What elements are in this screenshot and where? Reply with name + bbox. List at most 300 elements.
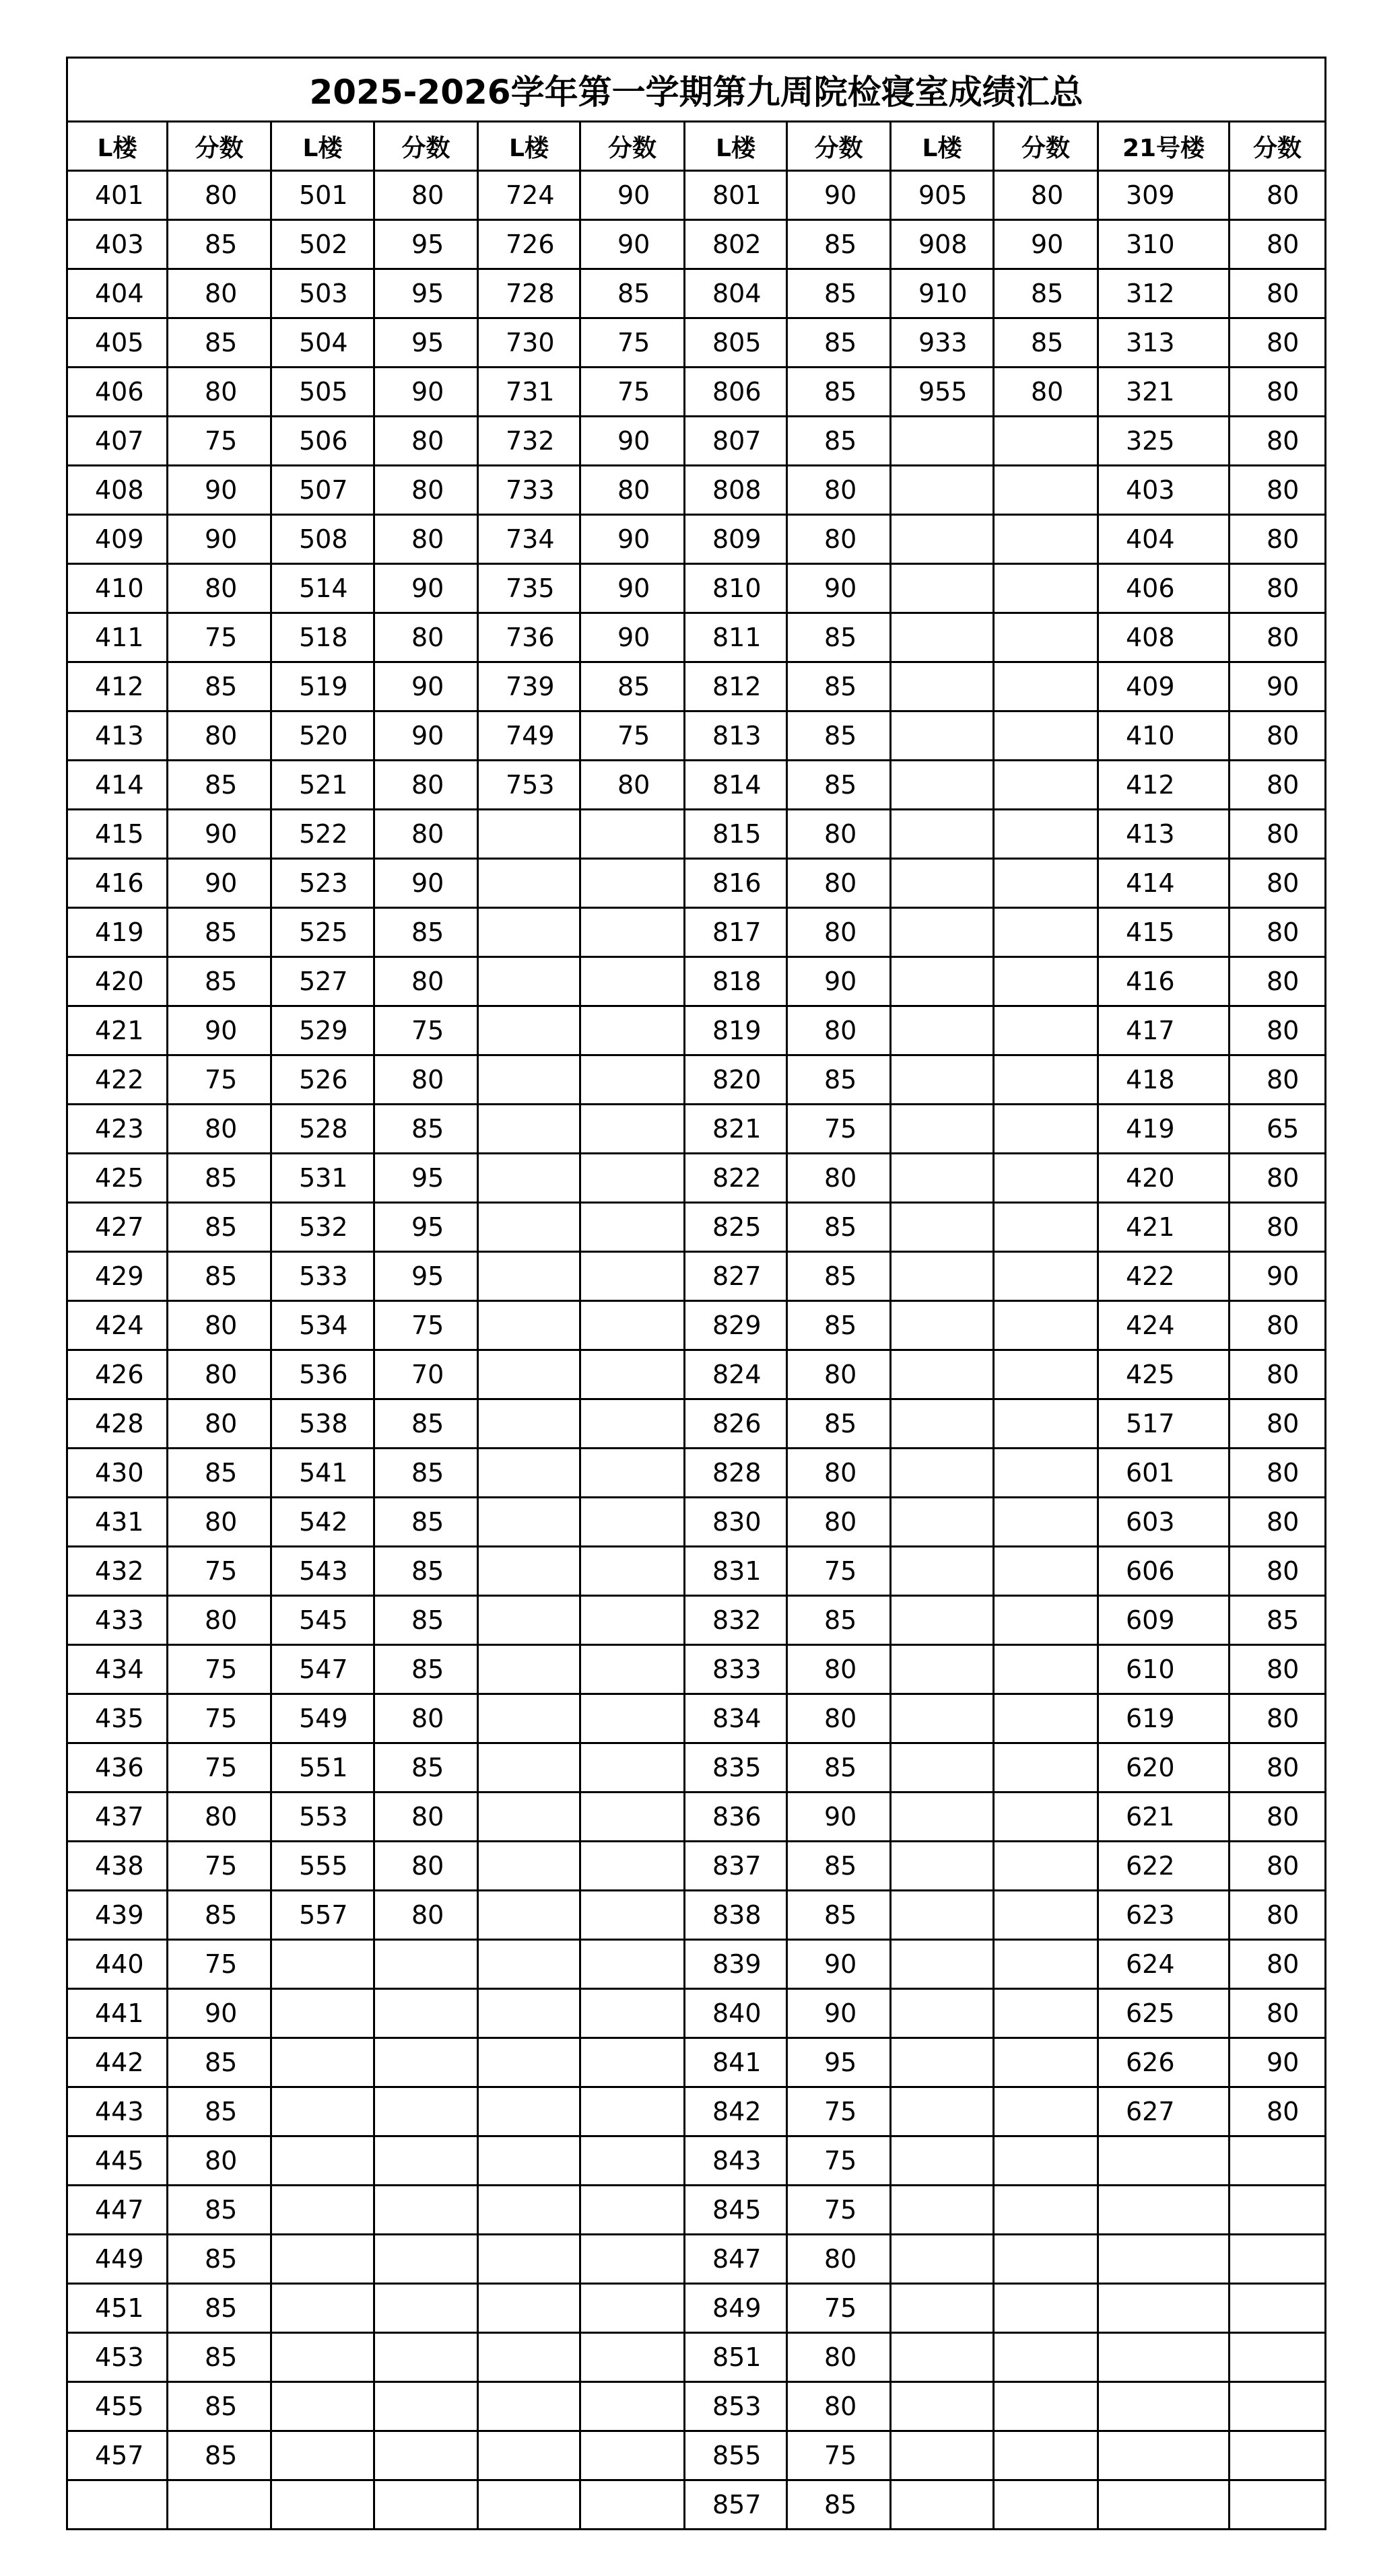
score-cell: 80	[168, 1596, 271, 1645]
score-cell: 75	[374, 1006, 478, 1055]
score-cell: 85	[787, 1842, 891, 1891]
score-cell: 85	[374, 1498, 478, 1547]
score-cell: 85	[787, 269, 891, 318]
room-number-cell: 415	[67, 810, 168, 859]
room-number-cell: 733	[478, 466, 580, 515]
room-number-cell: 538	[271, 1399, 374, 1449]
score-cell: 80	[1230, 318, 1326, 368]
room-number-cell: 726	[478, 220, 580, 269]
score-cell	[994, 2480, 1098, 2530]
room-number-cell: 414	[67, 761, 168, 810]
score-cell	[994, 1743, 1098, 1792]
room-number-cell	[891, 1940, 994, 1989]
score-cell: 80	[787, 1154, 891, 1203]
table-row	[67, 1792, 1326, 1842]
room-number-cell: 503	[271, 269, 374, 318]
room-number-cell: 517	[1098, 1399, 1230, 1449]
room-number-cell	[478, 1989, 580, 2038]
room-number-cell: 447	[67, 2186, 168, 2235]
room-number-cell	[271, 1940, 374, 1989]
room-number-cell: 501	[271, 171, 374, 220]
room-number-cell: 910	[891, 269, 994, 318]
room-number-cell	[1098, 2284, 1230, 2333]
room-number-cell: 534	[271, 1301, 374, 1350]
score-cell: 80	[787, 1694, 891, 1743]
score-cell: 90	[168, 810, 271, 859]
score-cell: 95	[374, 1203, 478, 1252]
score-cell: 95	[374, 220, 478, 269]
table-row	[67, 466, 1326, 515]
room-number-cell: 606	[1098, 1547, 1230, 1596]
column-header: L楼	[67, 122, 168, 171]
score-cell: 85	[580, 269, 685, 318]
table-row	[67, 957, 1326, 1006]
table-row	[67, 711, 1326, 761]
room-number-cell: 425	[67, 1154, 168, 1203]
room-number-cell	[891, 2480, 994, 2530]
score-cell: 75	[787, 1547, 891, 1596]
room-number-cell: 325	[1098, 417, 1230, 466]
score-cell: 80	[168, 711, 271, 761]
room-number-cell: 409	[67, 515, 168, 564]
score-cell: 80	[787, 1449, 891, 1498]
room-number-cell	[478, 859, 580, 908]
room-number-cell	[478, 1399, 580, 1449]
room-number-cell: 734	[478, 515, 580, 564]
room-number-cell: 830	[685, 1498, 787, 1547]
score-cell: 80	[1230, 368, 1326, 417]
score-cell	[580, 2382, 685, 2431]
score-cell: 80	[787, 859, 891, 908]
room-number-cell: 404	[1098, 515, 1230, 564]
room-number-cell: 851	[685, 2333, 787, 2382]
room-number-cell	[1098, 2382, 1230, 2431]
room-number-cell	[1098, 2136, 1230, 2186]
room-number-cell	[891, 810, 994, 859]
room-number-cell	[891, 1006, 994, 1055]
room-number-cell: 414	[1098, 859, 1230, 908]
score-cell: 80	[168, 1350, 271, 1399]
room-number-cell: 749	[478, 711, 580, 761]
score-cell: 80	[374, 1891, 478, 1940]
score-cell	[994, 1842, 1098, 1891]
room-number-cell: 439	[67, 1891, 168, 1940]
score-cell	[580, 957, 685, 1006]
room-number-cell: 829	[685, 1301, 787, 1350]
score-cell: 80	[787, 1350, 891, 1399]
room-number-cell: 442	[67, 2038, 168, 2087]
score-cell	[580, 2333, 685, 2382]
room-number-cell: 519	[271, 662, 374, 711]
score-cell: 80	[168, 2136, 271, 2186]
score-cell	[994, 859, 1098, 908]
column-header: L楼	[685, 122, 787, 171]
room-number-cell	[478, 2480, 580, 2530]
room-number-cell: 807	[685, 417, 787, 466]
score-cell	[994, 1006, 1098, 1055]
score-cell: 80	[1230, 417, 1326, 466]
room-number-cell: 401	[67, 171, 168, 220]
room-number-cell: 430	[67, 1449, 168, 1498]
room-number-cell	[478, 1055, 580, 1105]
room-number-cell	[891, 1055, 994, 1105]
room-number-cell	[891, 2431, 994, 2480]
score-cell: 90	[374, 859, 478, 908]
room-number-cell: 541	[271, 1449, 374, 1498]
score-cell: 75	[787, 2136, 891, 2186]
score-cell	[580, 2038, 685, 2087]
room-number-cell: 627	[1098, 2087, 1230, 2136]
score-cell: 85	[787, 1055, 891, 1105]
table-row	[67, 1399, 1326, 1449]
score-cell: 85	[168, 318, 271, 368]
table-row	[67, 1154, 1326, 1203]
room-number-cell: 817	[685, 908, 787, 957]
room-number-cell: 508	[271, 515, 374, 564]
score-cell	[994, 2235, 1098, 2284]
score-cell: 85	[787, 613, 891, 662]
room-number-cell: 808	[685, 466, 787, 515]
score-cell	[580, 1645, 685, 1694]
room-number-cell	[891, 662, 994, 711]
score-cell: 85	[374, 1399, 478, 1449]
room-number-cell	[891, 1399, 994, 1449]
score-cell: 85	[787, 318, 891, 368]
score-cell	[994, 711, 1098, 761]
score-cell: 85	[168, 220, 271, 269]
room-number-cell: 818	[685, 957, 787, 1006]
room-number-cell: 801	[685, 171, 787, 220]
score-cell: 75	[580, 368, 685, 417]
room-number-cell	[478, 1449, 580, 1498]
room-number-cell	[891, 761, 994, 810]
score-cell	[580, 2431, 685, 2480]
room-number-cell: 621	[1098, 1792, 1230, 1842]
room-number-cell: 855	[685, 2431, 787, 2480]
score-cell: 80	[168, 1792, 271, 1842]
score-cell	[580, 2480, 685, 2530]
score-cell: 85	[168, 662, 271, 711]
room-number-cell: 321	[1098, 368, 1230, 417]
score-cell: 80	[374, 417, 478, 466]
room-number-cell: 822	[685, 1154, 787, 1203]
score-cell	[580, 1350, 685, 1399]
score-cell: 80	[787, 515, 891, 564]
room-number-cell	[478, 1596, 580, 1645]
room-number-cell	[478, 908, 580, 957]
score-cell: 85	[787, 2480, 891, 2530]
room-number-cell	[271, 2038, 374, 2087]
room-number-cell	[478, 1006, 580, 1055]
score-cell	[994, 2333, 1098, 2382]
score-cell: 80	[168, 171, 271, 220]
score-cell: 80	[1230, 1842, 1326, 1891]
score-cell: 75	[787, 1105, 891, 1154]
score-cell: 95	[374, 1154, 478, 1203]
score-cell	[374, 2431, 478, 2480]
room-number-cell	[271, 2087, 374, 2136]
header-row	[67, 122, 1326, 171]
score-cell: 75	[168, 1842, 271, 1891]
score-cell	[994, 466, 1098, 515]
score-cell: 80	[1230, 515, 1326, 564]
room-number-cell: 813	[685, 711, 787, 761]
score-cell	[580, 1596, 685, 1645]
score-cell	[580, 2136, 685, 2186]
table-row	[67, 564, 1326, 613]
score-cell: 85	[168, 957, 271, 1006]
score-cell	[994, 1547, 1098, 1596]
score-cell	[994, 2136, 1098, 2186]
room-number-cell: 406	[1098, 564, 1230, 613]
score-cell: 80	[1230, 171, 1326, 220]
room-number-cell: 841	[685, 2038, 787, 2087]
score-cell: 85	[168, 1154, 271, 1203]
column-header: 分数	[994, 122, 1098, 171]
score-cell: 85	[168, 1203, 271, 1252]
score-cell: 80	[374, 761, 478, 810]
room-number-cell: 411	[67, 613, 168, 662]
score-cell: 80	[1230, 1350, 1326, 1399]
room-number-cell: 824	[685, 1350, 787, 1399]
room-number-cell: 457	[67, 2431, 168, 2480]
table-row	[67, 2382, 1326, 2431]
room-number-cell: 603	[1098, 1498, 1230, 1547]
room-number-cell	[478, 2284, 580, 2333]
room-number-cell	[891, 957, 994, 1006]
room-number-cell: 455	[67, 2382, 168, 2431]
score-cell	[580, 1154, 685, 1203]
score-cell: 80	[787, 810, 891, 859]
score-cell	[580, 2087, 685, 2136]
score-cell: 80	[1230, 269, 1326, 318]
score-cell	[994, 1449, 1098, 1498]
room-number-cell: 404	[67, 269, 168, 318]
room-number-cell	[891, 2235, 994, 2284]
room-number-cell: 426	[67, 1350, 168, 1399]
room-number-cell: 441	[67, 1989, 168, 2038]
room-number-cell	[891, 2333, 994, 2382]
score-cell: 90	[580, 417, 685, 466]
score-cell: 85	[787, 1203, 891, 1252]
room-number-cell: 835	[685, 1743, 787, 1792]
column-header: L楼	[271, 122, 374, 171]
score-cell: 75	[787, 2431, 891, 2480]
score-cell: 90	[1230, 2038, 1326, 2087]
score-cell	[994, 1252, 1098, 1301]
table-row	[67, 220, 1326, 269]
room-number-cell: 433	[67, 1596, 168, 1645]
table-row	[67, 1547, 1326, 1596]
score-cell: 90	[374, 711, 478, 761]
table-row	[67, 1449, 1326, 1498]
table-row	[67, 1891, 1326, 1940]
room-number-cell: 435	[67, 1694, 168, 1743]
score-cell: 85	[168, 908, 271, 957]
score-cell: 90	[168, 1989, 271, 2038]
score-cell	[994, 564, 1098, 613]
score-cell	[580, 1940, 685, 1989]
room-number-cell: 806	[685, 368, 787, 417]
score-cell: 90	[787, 171, 891, 220]
score-cell	[580, 1399, 685, 1449]
room-number-cell: 805	[685, 318, 787, 368]
table-row	[67, 1055, 1326, 1105]
table-row	[67, 2284, 1326, 2333]
room-number-cell: 810	[685, 564, 787, 613]
room-number-cell	[891, 2382, 994, 2431]
room-number-cell: 520	[271, 711, 374, 761]
room-number-cell	[478, 1105, 580, 1154]
score-cell	[994, 662, 1098, 711]
room-number-cell: 412	[1098, 761, 1230, 810]
room-number-cell: 905	[891, 171, 994, 220]
score-cell: 75	[168, 613, 271, 662]
score-cell	[994, 1940, 1098, 1989]
score-cell: 90	[1230, 662, 1326, 711]
score-cell: 85	[374, 1645, 478, 1694]
score-cell	[1230, 2333, 1326, 2382]
score-cell: 80	[1230, 1006, 1326, 1055]
room-number-cell: 543	[271, 1547, 374, 1596]
score-cell: 80	[1230, 1301, 1326, 1350]
score-cell	[994, 761, 1098, 810]
room-number-cell: 536	[271, 1350, 374, 1399]
score-cell	[994, 810, 1098, 859]
score-cell: 75	[168, 1645, 271, 1694]
room-number-cell: 434	[67, 1645, 168, 1694]
score-cell: 85	[787, 1301, 891, 1350]
room-number-cell: 533	[271, 1252, 374, 1301]
score-cell: 85	[168, 2087, 271, 2136]
room-number-cell	[891, 515, 994, 564]
score-cell: 90	[994, 220, 1098, 269]
score-cell: 85	[787, 417, 891, 466]
room-number-cell: 815	[685, 810, 787, 859]
room-number-cell: 312	[1098, 269, 1230, 318]
score-cell	[168, 2480, 271, 2530]
score-cell: 80	[1230, 810, 1326, 859]
room-number-cell: 724	[478, 171, 580, 220]
score-cell: 85	[168, 2431, 271, 2480]
room-number-cell	[891, 1743, 994, 1792]
score-cell: 75	[580, 711, 685, 761]
room-number-cell: 620	[1098, 1743, 1230, 1792]
score-cell: 80	[1230, 1203, 1326, 1252]
score-cell	[994, 2186, 1098, 2235]
room-number-cell	[478, 2235, 580, 2284]
score-cell: 80	[1230, 1891, 1326, 1940]
table-row	[67, 2186, 1326, 2235]
room-number-cell: 502	[271, 220, 374, 269]
room-number-cell	[891, 1203, 994, 1252]
score-cell: 90	[580, 220, 685, 269]
score-cell: 80	[374, 613, 478, 662]
room-number-cell	[478, 1203, 580, 1252]
score-cell: 80	[168, 368, 271, 417]
score-cell	[994, 1350, 1098, 1399]
room-number-cell: 310	[1098, 220, 1230, 269]
room-number-cell: 601	[1098, 1449, 1230, 1498]
room-number-cell: 836	[685, 1792, 787, 1842]
room-number-cell: 547	[271, 1645, 374, 1694]
room-number-cell	[891, 1645, 994, 1694]
score-cell: 80	[1230, 1498, 1326, 1547]
room-number-cell	[478, 1842, 580, 1891]
score-cell	[994, 1596, 1098, 1645]
score-cell: 90	[787, 1940, 891, 1989]
score-cell	[580, 2284, 685, 2333]
room-number-cell	[478, 1792, 580, 1842]
room-number-cell: 408	[1098, 613, 1230, 662]
score-cell: 90	[787, 1989, 891, 2038]
score-cell	[580, 1989, 685, 2038]
table-row	[67, 1006, 1326, 1055]
column-header: 分数	[580, 122, 685, 171]
score-cell: 85	[787, 1743, 891, 1792]
score-cell	[374, 2038, 478, 2087]
score-cell: 90	[1230, 1252, 1326, 1301]
score-cell: 80	[374, 515, 478, 564]
table-row	[67, 417, 1326, 466]
room-number-cell: 421	[1098, 1203, 1230, 1252]
room-number-cell: 735	[478, 564, 580, 613]
room-number-cell: 514	[271, 564, 374, 613]
room-number-cell: 623	[1098, 1891, 1230, 1940]
score-cell	[994, 1645, 1098, 1694]
table-row	[67, 318, 1326, 368]
room-number-cell: 853	[685, 2382, 787, 2431]
score-cell	[994, 1154, 1098, 1203]
room-number-cell: 840	[685, 1989, 787, 2038]
score-cell: 90	[168, 515, 271, 564]
room-number-cell	[891, 466, 994, 515]
score-cell	[580, 1449, 685, 1498]
room-number-cell: 831	[685, 1547, 787, 1596]
room-number-cell	[891, 1891, 994, 1940]
score-cell: 75	[787, 2186, 891, 2235]
score-cell	[580, 1252, 685, 1301]
score-cell: 80	[1230, 1645, 1326, 1694]
table-row	[67, 1498, 1326, 1547]
score-cell: 80	[787, 1645, 891, 1694]
table-row	[67, 1989, 1326, 2038]
room-number-cell	[478, 2382, 580, 2431]
room-number-cell	[478, 1498, 580, 1547]
room-number-cell: 842	[685, 2087, 787, 2136]
room-number-cell: 406	[67, 368, 168, 417]
room-number-cell: 505	[271, 368, 374, 417]
room-number-cell	[891, 1498, 994, 1547]
score-cell: 80	[374, 466, 478, 515]
room-number-cell	[271, 2284, 374, 2333]
score-cell: 80	[580, 466, 685, 515]
room-number-cell: 420	[1098, 1154, 1230, 1203]
room-number-cell: 419	[67, 908, 168, 957]
room-number-cell: 432	[67, 1547, 168, 1596]
room-number-cell: 847	[685, 2235, 787, 2284]
room-number-cell: 422	[67, 1055, 168, 1105]
room-number-cell: 610	[1098, 1645, 1230, 1694]
room-number-cell	[478, 810, 580, 859]
column-header: 分数	[787, 122, 891, 171]
table-row	[67, 2431, 1326, 2480]
room-number-cell: 816	[685, 859, 787, 908]
room-number-cell: 542	[271, 1498, 374, 1547]
room-number-cell: 451	[67, 2284, 168, 2333]
score-cell: 75	[168, 1940, 271, 1989]
room-number-cell: 420	[67, 957, 168, 1006]
